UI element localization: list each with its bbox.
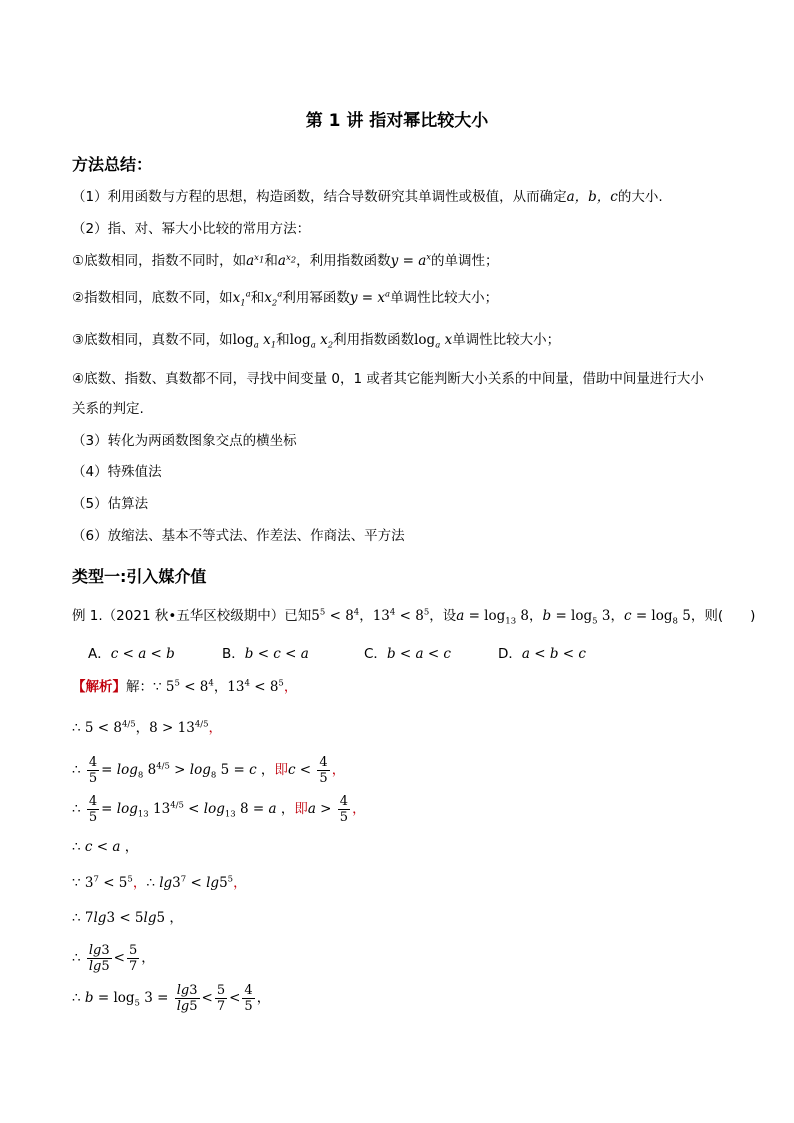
method-item-3: （3）转化为两函数图象交点的横坐标 (72, 433, 297, 449)
solution-line-7: ∴ 7lg3 < 5lg5 ， (72, 910, 183, 926)
method-rule-4-line-1: ④底数、指数、真数都不同，寻找中间变量 0，1 或者其它能判断大小关系的中间量，借助中间量进行大小 (72, 371, 704, 387)
solution-line-8: ∴ $\frac{\lg 3}{\lg 5}$ < $\frac{5}{7}$ ， (72, 942, 155, 974)
method-item-1: （1）利用函数与方程的思想，构造函数，结合导数研究其单调性或极值，从而确定a，b，c的大小. (72, 189, 663, 205)
solution-line-5: ∴ c < a ， (72, 839, 139, 855)
example-1-question: 例 1.（2021 秋•五华区校级期中）已知$5^5 < 8^4$，$13^4 < 8^5$，设$a = \log_{13} 8$，$b = \log_5 3$，$c = \log_8 5$，则( ) (72, 607, 756, 627)
option-a[interactable]: A．c < a < b (88, 646, 175, 662)
method-item-2: （2）指、对、幂大小比较的常用方法： (72, 221, 311, 237)
method-rule-4-line-2: 关系的判定. (72, 401, 144, 417)
method-rule-1: ①底数相同，指数不同时，如$a^{x_1}$和$a^{x_2}$，利用指数函数$y = a^x$的单调性； (72, 252, 499, 269)
option-d[interactable]: D．a < b < c (498, 646, 586, 662)
solution-line-6: ∵ $3^7 < 5^5$，∴ $\lg 3^7 < \lg 5^5$， (72, 874, 247, 891)
solution-line-2: ∴ $5 < 8^{4/5}$，$8 > 13^{4/5}$， (72, 719, 222, 736)
methods-heading: 方法总结： (72, 155, 153, 174)
method-item-4: （4）特殊值法 (72, 464, 162, 480)
method-rule-2: ②指数相同，底数不同，如$x_1^a$和$x_2^a$利用幂函数$y = x^a$单调性比较大小； (72, 289, 499, 309)
example-1-options (88, 645, 586, 663)
solution-line-3: ∴ $\frac{4}{5}$ = $\log_8 8^{4/5} > \log_8 5 = c$ ，即c < $\frac{4}{5}$ ， (72, 754, 346, 786)
method-item-5: （5）估算法 (72, 496, 149, 512)
method-item-6: （6）放缩法、基本不等式法、作差法、作商法、平方法 (72, 528, 405, 544)
option-c[interactable]: C．b < a < c (364, 646, 451, 662)
solution-line-1: 【解析】解：∵ $5^5 < 8^4$，$13^4 < 8^5$， (72, 678, 298, 695)
solution-line-4: ∴ $\frac{4}{5}$ = $\log_{13} 13^{4/5} < \log_{13} 8 = a$ ，即a > $\frac{4}{5}$ ， (72, 793, 366, 825)
solution-tag: 【解析】 (72, 679, 126, 695)
option-b[interactable]: B．b < c < a (222, 646, 309, 662)
solution-line-9: ∴ $b = \log_5 3$ = $\frac{\lg 3}{\lg 5}$ < $\frac{5}{7}$ < $\frac{4}{5}$ ， (72, 982, 271, 1014)
method-rule-3: ③底数相同，真数不同，如$\log_a x_1$和$\log_a x_2$利用指数函数$\log_a x$单调性比较大小； (72, 332, 561, 351)
type-one-heading: 类型一:引入媒介值 (72, 567, 207, 586)
page-title: 第 1 讲 指对幂比较大小 (305, 111, 489, 131)
